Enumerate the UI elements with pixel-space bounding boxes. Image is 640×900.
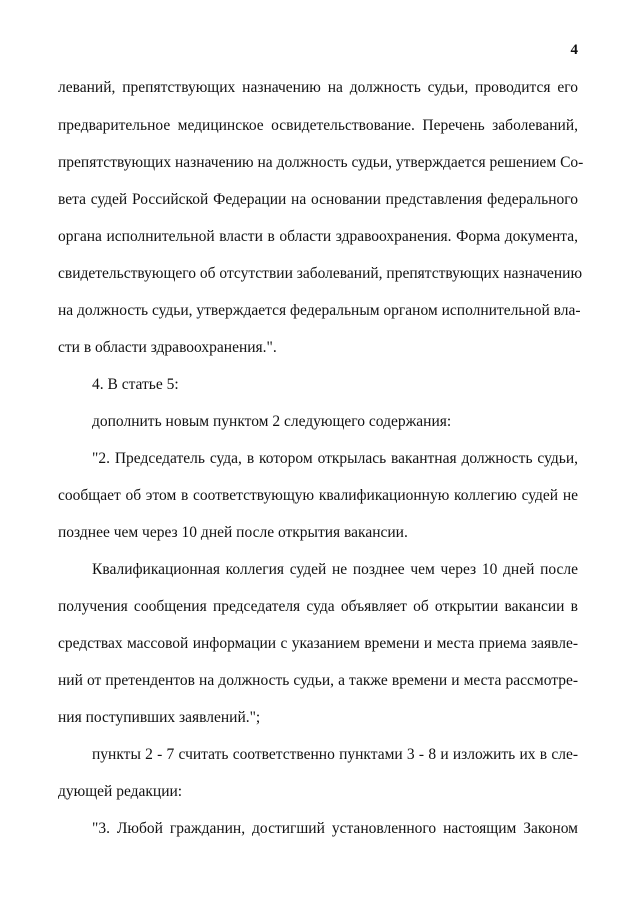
- text-line: "2. Председатель суда, в котором открылась вакантная должность судьи,: [92, 450, 578, 467]
- text-line: ния поступивших заявлений.";: [58, 709, 261, 726]
- text-line: свидетельствующего об отсутствии заболеваний, препятствующих назначению: [58, 265, 583, 282]
- text-line: леваний, препятствующих назначению на должность судьи, проводится его: [58, 79, 578, 96]
- text-line: получения сообщения председателя суда объявляет об открытии вакансии в: [58, 598, 578, 615]
- text-line: дополнить новым пунктом 2 следующего содержания:: [92, 413, 452, 430]
- page-number: 4: [570, 42, 578, 58]
- text-line: "3. Любой гражданин, достигший установленного настоящим Законом: [92, 820, 578, 837]
- text-line: средствах массовой информации с указанием времени и места приема заявле-: [58, 635, 578, 652]
- text-line: 4. В статье 5:: [92, 376, 179, 393]
- text-line: дующей редакции:: [58, 783, 183, 800]
- text-line: на должность судьи, утверждается федеральным органом исполнительной вла-: [58, 302, 581, 319]
- text-line: сообщает об этом в соответствующую квалификационную коллегию судей не: [58, 487, 578, 504]
- text-line: вета судей Российской Федерации на основании представления федерального: [58, 191, 578, 208]
- text-line: Квалификационная коллегия судей не позднее чем через 10 дней после: [92, 561, 578, 578]
- text-line: предварительное медицинское освидетельствование. Перечень заболеваний,: [58, 117, 578, 134]
- text-line: препятствующих назначению на должность судьи, утверждается решением Со-: [58, 154, 584, 171]
- text-line: ний от претендентов на должность судьи, а также времени и места рассмотре-: [58, 672, 578, 689]
- text-line: позднее чем через 10 дней после открытия вакансии.: [58, 524, 408, 541]
- text-line: органа исполнительной власти в области здравоохранения. Форма документа,: [58, 228, 578, 245]
- text-line: сти в области здравоохранения.".: [58, 339, 277, 356]
- text-line: пункты 2 - 7 считать соответственно пунктами 3 - 8 и изложить их в сле-: [92, 746, 578, 763]
